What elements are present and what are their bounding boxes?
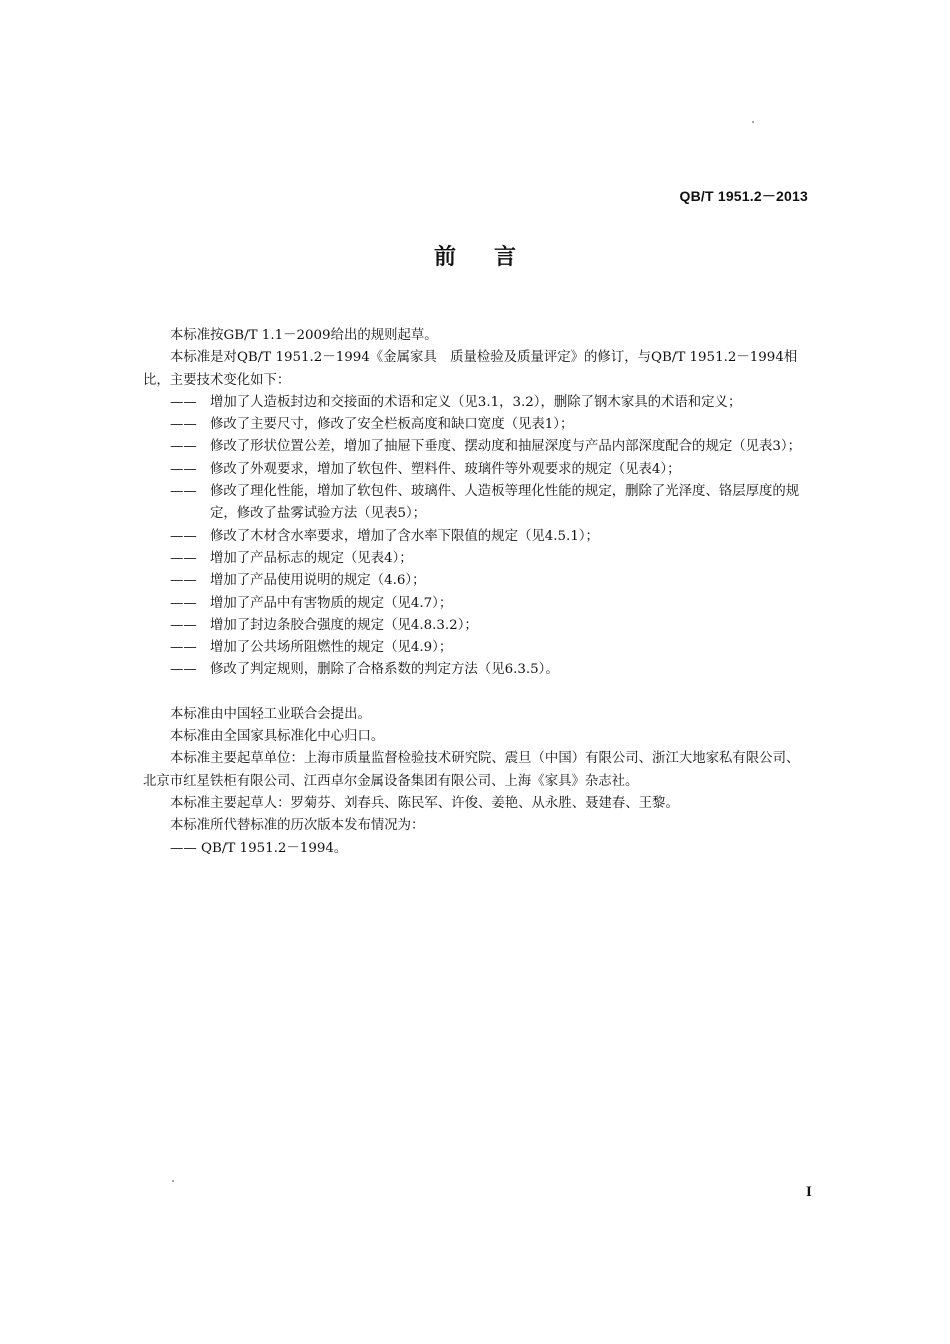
list-item [143,570,810,592]
history-intro-paragraph: 本标准所代替标准的历次版本发布情况为： [170,818,425,834]
drafting-units-paragraph: 本标准主要起草单位：上海市质量监督检验技术研究院、震旦（中国）有限公司、浙江大地家私有限公司、北京市红星铁柜有限公司、江西卓尔金属设备集团有限公司、上海《家具》杂志社。 [143,751,800,789]
list-dash: —— [170,461,197,477]
list-dash: —— [170,484,197,500]
list-dash: —— [170,640,197,656]
section-spacer [143,682,810,704]
list-item [143,392,810,414]
list-dash: —— [170,595,197,611]
list-item [143,526,810,548]
intro-paragraph-1: 本标准按GB/T 1.1－2009给出的规则起草。 [170,328,438,343]
list-item-text: 修改了理化性能，增加了软包件、玻璃件、人造板等理化性能的规定，删除了光泽度、铬层厚度的规定，修改了盐雾试验方法（见表5）； [210,484,800,522]
list-item [143,548,810,570]
list-dash: —— [170,439,197,455]
document-body [143,325,810,860]
list-item-text: 修改了判定规则，删除了合格系数的判定方法（见6.3.5）。 [210,662,559,678]
list-item [143,481,810,526]
list-item-text: 修改了主要尺寸，修改了安全栏板高度和缺口宽度（见表1）； [210,417,574,433]
list-item-text: 增加了封边条胶合强度的规定（见4.8.3.2）； [210,617,478,633]
list-dash: —— [170,662,197,678]
intro-paragraph-2: 本标准是对QB/T 1951.2－1994《金属家具 质量检验及质量评定》的修订，与QB/T 1951.2－1994相比，主要技术变化如下： [143,350,798,388]
list-item-text: 修改了形状位置公差，增加了抽屉下垂度、摆动度和抽屉深度与产品内部深度配合的规定（见表3）； [210,439,802,455]
list-item-text: 增加了产品中有害物质的规定（见4.7）； [210,595,453,611]
list-item-text: 修改了木材含水率要求，增加了含水率下限值的规定（见4.5.1）； [210,528,599,544]
list-item-text: 修改了外观要求，增加了软包件、塑料件、玻璃件等外观要求的规定（见表4）； [210,461,681,477]
list-item-text: 增加了公共场所阻燃性的规定（见4.9）； [210,640,453,656]
page-number: I [806,1184,812,1200]
drafters-paragraph: 本标准主要起草人：罗菊芬、刘春兵、陈民军、许俊、姜艳、从永胜、聂建春、王黎。 [170,795,679,811]
standard-code: QB/T 1951.2－2013 [679,188,808,204]
list-item-text: 增加了产品使用说明的规定（4.6）； [210,573,426,589]
scan-speck [752,121,754,123]
proposer-paragraph: 本标准由中国轻工业联合会提出。 [170,706,371,722]
changes-list [143,392,810,682]
list-item [143,659,810,681]
list-item [143,593,810,615]
centralizer-paragraph: 本标准由全国家具标准化中心归口。 [170,729,385,745]
list-dash: —— [170,528,197,544]
list-item-text: 增加了产品标志的规定（见表4）； [210,550,413,566]
list-item [143,637,810,659]
list-dash: —— [170,617,197,633]
list-item [143,414,810,436]
list-dash: —— [170,394,197,410]
scan-speck [172,1180,174,1182]
list-item-text: 增加了人造板封边和交接面的术语和定义（见3.1，3.2），删除了钢木家具的术语和定义； [210,394,742,410]
page-title: 前言 [433,245,554,270]
list-item [143,436,810,458]
list-item [143,459,810,481]
list-item [143,615,810,637]
list-dash: —— [170,573,197,589]
list-dash: —— [170,550,197,566]
history-item: —— QB/T 1951.2－1994。 [170,840,348,856]
list-dash: —— [170,417,197,433]
